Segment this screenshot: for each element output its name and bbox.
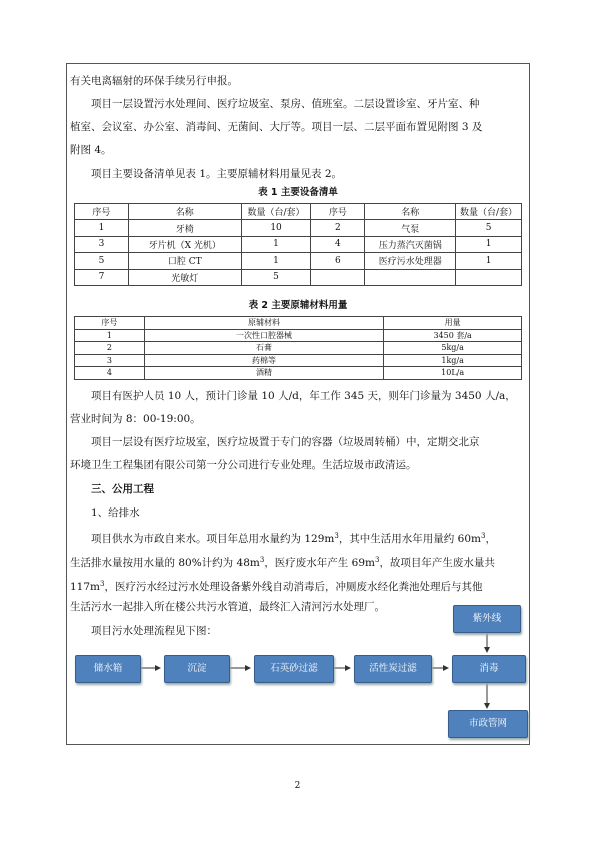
table-cell: 一次性口腔器械 (144, 329, 383, 342)
flow-box-carbon-filter: 活性炭过滤 (354, 655, 432, 683)
header-cell: 用量 (384, 317, 522, 330)
flow-box-settle: 沉淀 (164, 655, 230, 683)
table-cell: 气泵 (365, 220, 456, 236)
header-cell: 序号 (311, 204, 365, 220)
table-cell: 3 (75, 236, 129, 252)
table-cell: 3 (75, 354, 145, 367)
header-cell: 数量（台/套） (456, 204, 522, 220)
text-run: ，医疗污水经过污水处理设备紫外线自动消毒后，冲厕废水经化粪池处理后与其他 (104, 581, 483, 593)
table-cell: 口腔 CT (128, 253, 241, 269)
superscript: 3 (334, 532, 339, 540)
table-cell: 4 (75, 367, 145, 380)
section-heading: 三、公用工程 (91, 483, 154, 495)
text-run: ，医疗废水年产生 69m (264, 557, 375, 569)
table-cell: 3450 套/a (384, 329, 522, 342)
text-run: 生活排水量按用水量的 80%计约为 48m (70, 557, 260, 569)
table-cell: 2 (311, 220, 365, 236)
text-line: 环境卫生工程集团有限公司第一分公司进行专业处理。生活垃圾市政清运。 (70, 459, 417, 471)
table-cell: 石膏 (144, 342, 383, 355)
header-cell: 序号 (75, 204, 129, 220)
table-cell: 1 (456, 236, 522, 252)
text-line: 附图 4。 (70, 144, 112, 156)
table-cell: 10L/a (384, 367, 522, 380)
table-cell: 2 (75, 342, 145, 355)
text-line: 有关电离辐射的环保手续另行申报。 (70, 75, 238, 87)
text-line: 项目污水处理流程见下图： (91, 625, 217, 637)
superscript: 3 (259, 556, 265, 564)
superscript: 3 (480, 532, 486, 540)
text-run: 117m (70, 581, 100, 593)
table-cell: 5kg/a (384, 342, 522, 355)
header-cell: 名称 (365, 204, 456, 220)
superscript: 3 (100, 580, 105, 588)
table-cell: 6 (311, 253, 365, 269)
text-line: 植室、会议室、办公室、消毒间、无菌间、大厅等。项目一层、二层平面布置见附图 3 及 (70, 121, 483, 133)
table-cell: 压力蒸汽灭菌锅 (365, 236, 456, 252)
table-cell: 牙片机（X 光机） (128, 236, 241, 252)
flow-box-disinfect: 消毒 (452, 655, 526, 683)
table-cell: 4 (311, 236, 365, 252)
table1-caption: 表 1 主要设备清单 (258, 187, 338, 198)
text-line: 项目一层设置污水处理间、医疗垃圾室、泵房、值班室。二层设置诊室、牙片室、种 (91, 98, 480, 110)
header-cell: 数量（台/套） (241, 204, 311, 220)
table-cell: 5 (456, 220, 522, 236)
flow-box-tank: 储水箱 (75, 655, 141, 683)
superscript: 3 (374, 556, 380, 564)
table-cell: 1 (75, 329, 145, 342)
table-cell: 1 (241, 236, 311, 252)
text-run: ，其中生活用水年用量约 60m (338, 533, 481, 545)
table-cell: 7 (75, 269, 129, 285)
header-cell: 原辅材料 (144, 317, 383, 330)
text-line: 营业时间为 8：00-19:00。 (70, 413, 201, 425)
table-cell: 5 (75, 253, 129, 269)
text-run: ， (485, 533, 496, 545)
table-cell: 1 (456, 253, 522, 269)
table-cell: 牙椅 (128, 220, 241, 236)
subsection-heading: 1、给排水 (91, 507, 140, 519)
page-number: 2 (294, 781, 301, 791)
table-cell: 5 (241, 269, 311, 285)
table-cell: 光敏灯 (128, 269, 241, 285)
table-cell: 1kg/a (384, 354, 522, 367)
table-cell: 10 (241, 220, 311, 236)
table-cell: 1 (75, 220, 129, 236)
header-cell: 名称 (128, 204, 241, 220)
header-cell: 序号 (75, 317, 145, 330)
flow-box-uv: 紫外线 (453, 605, 521, 633)
table2-caption: 表 2 主要原辅材料用量 (248, 300, 348, 311)
table-cell: 医疗污水处理器 (365, 253, 456, 269)
table-cell: 酒精 (144, 367, 383, 380)
table-cell: 药棉等 (144, 354, 383, 367)
text-run: ，故项目年产生废水量共 (379, 557, 495, 569)
table-cell: 1 (241, 253, 311, 269)
text-line: 项目主要设备清单见表 1。主要原辅材料用量见表 2。 (91, 168, 343, 180)
flow-box-sewer: 市政管网 (448, 710, 528, 738)
text-line: 项目一层设有医疗垃圾室，医疗垃圾置于专门的容器（垃圾周转桶）中，定期交北京 (91, 436, 480, 448)
text-run: 项目供水为市政自来水。项目年总用水量约为 129m (91, 533, 335, 545)
text-line: 项目有医护人员 10 人，预计门诊量 10 人/d，年工作 345 天，则年门诊量为 3450 人/a， (91, 390, 516, 402)
flow-box-sand-filter: 石英砂过滤 (254, 655, 334, 683)
text-line: 生活污水一起排入所在楼公共污水管道，最终汇入清河污水处理厂。 (70, 601, 385, 613)
